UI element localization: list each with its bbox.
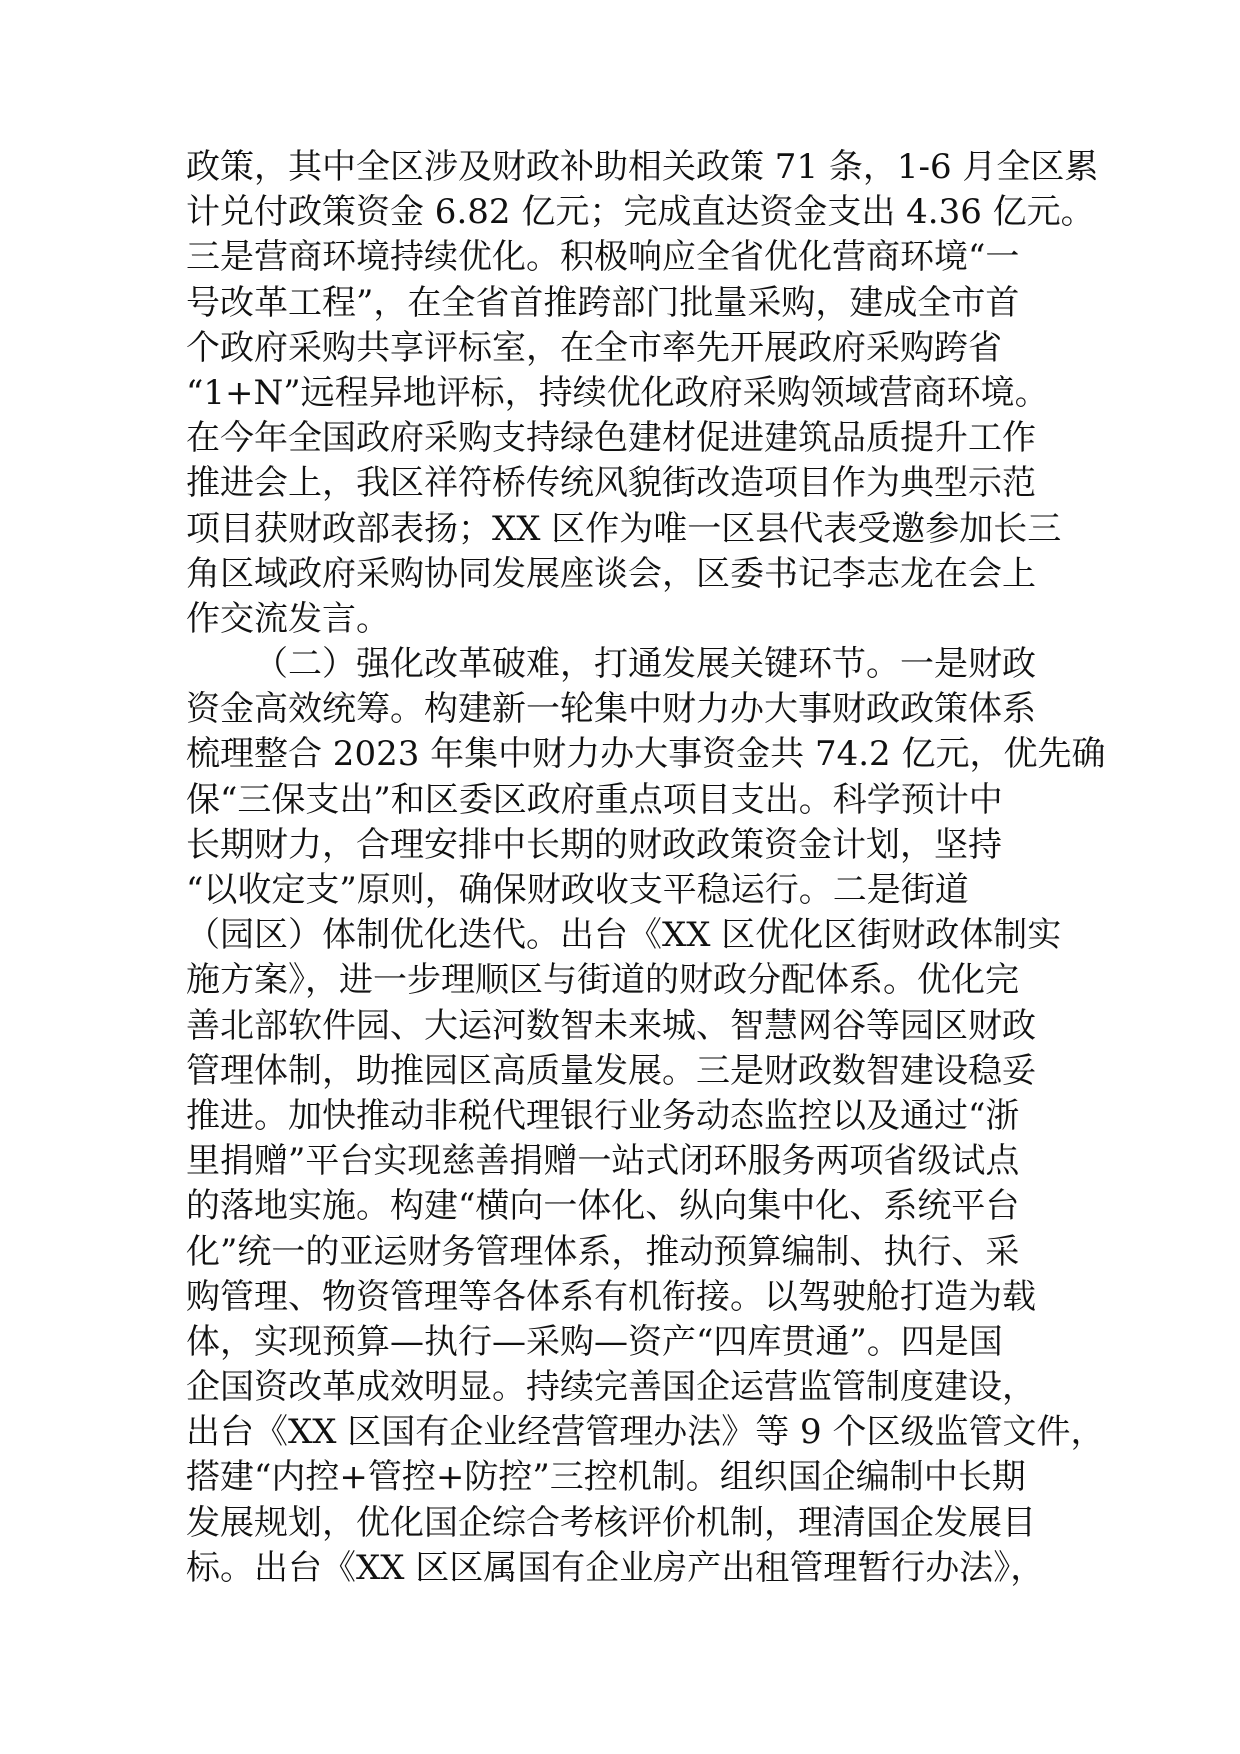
text-line: 标。出台《XX 区区属国有企业房产出租管理暂行办法》， (186, 1547, 1045, 1588)
text-line: 角区域政府采购协同发展座谈会，区委书记李志龙在会上 (186, 553, 1036, 594)
text-line: 保“三保支出”和区委区政府重点项目支出。科学预计中 (186, 779, 1003, 820)
text-line: 施方案》，进一步理顺区与街道的财政分配体系。优化完 (186, 960, 1019, 1001)
text-line: 作交流发言。 (186, 598, 390, 639)
text-line: 三是营商环境持续优化。积极响应全省优化营商环境“一 (186, 237, 1020, 278)
text-line: 计兑付政策资金 6.82 亿元；完成直达资金支出 4.36 亿元。 (186, 192, 1095, 233)
text-line: 长期财力，合理安排中长期的财政政策资金计划，坚持 (186, 824, 1002, 865)
text-line: 资金高效统筹。构建新一轮集中财力办大事财政政策体系 (186, 689, 1036, 730)
text-line: 发展规划，优化国企综合考核评价机制，理清国企发展目 (186, 1502, 1036, 1543)
text-line: 号改革工程”，在全省首推跨部门批量采购，建成全市首 (186, 282, 1020, 323)
paragraph-heading-line: （二）强化改革破难，打通发展关键环节。一是财政 (254, 644, 1036, 685)
text-line: 出台《XX 区国有企业经营管理办法》等 9 个区级监管文件， (186, 1412, 1105, 1453)
text-line: 体，实现预算—执行—采购—资产“四库贯通”。四是国 (186, 1321, 1003, 1362)
text-line: 推进会上，我区祥符桥传统风貌街改造项目作为典型示范 (186, 463, 1036, 504)
text-line: 项目获财政部表扬；XX 区作为唯一区县代表受邀参加长三 (186, 508, 1062, 549)
body-text (186, 145, 1106, 1591)
text-line: 善北部软件园、大运河数智未来城、智慧网谷等园区财政 (186, 1005, 1036, 1046)
text-line: 政策，其中全区涉及财政补助相关政策 71 条，1-6 月全区累 (186, 147, 1099, 187)
text-line: 的落地实施。构建“横向一体化、纵向集中化、系统平台 (186, 1186, 1020, 1227)
text-line: 个政府采购共享评标室，在全市率先开展政府采购跨省 (186, 327, 1002, 368)
text-line: 化”统一的亚运财务管理体系，推动预算编制、执行、采 (186, 1231, 1020, 1272)
text-line: 在今年全国政府采购支持绿色建材促进建筑品质提升工作 (186, 418, 1036, 459)
text-line: 里捐赠”平台实现慈善捐赠一站式闭环服务两项省级试点 (186, 1141, 1020, 1182)
text-line: 梳理整合 2023 年集中财力办大事资金共 74.2 亿元，优先确 (186, 734, 1106, 775)
text-line: “以收定支”原则，确保财政收支平稳运行。二是街道 (186, 870, 969, 910)
text-line: 购管理、物资管理等各体系有机衔接。以驾驶舱打造为载 (186, 1276, 1036, 1317)
text-line: 企国资改革成效明显。持续完善国企运营监管制度建设， (186, 1367, 1036, 1408)
text-line: 推进。加快推动非税代理银行业务动态监控以及通过“浙 (186, 1095, 1020, 1136)
text-line: “1+N”远程异地评标，持续优化政府采购领域营商环境。 (186, 372, 1049, 413)
text-line: 搭建“内控+管控+防控”三控机制。组织国企编制中长期 (186, 1457, 1026, 1498)
text-line: （园区）体制优化迭代。出台《XX 区优化区街财政体制实 (186, 915, 1062, 956)
text-line: 管理体制，助推园区高质量发展。三是财政数智建设稳妥 (186, 1050, 1036, 1091)
